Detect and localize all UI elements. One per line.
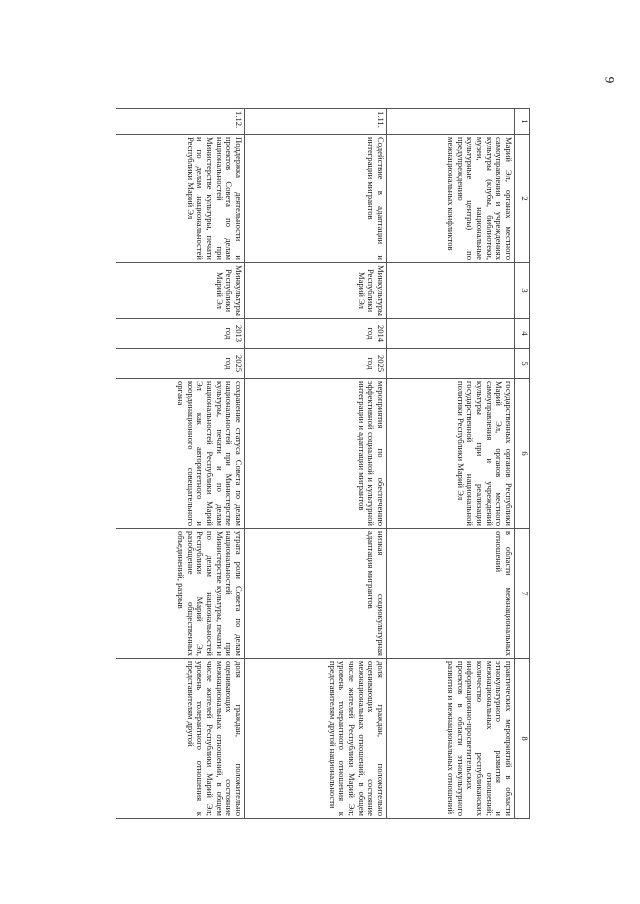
consequences: в области межнациональных отношений xyxy=(387,529,515,659)
executor: Минкультуры Республики Марий Эл xyxy=(245,263,387,319)
measure-name: Поддержка деятельности и проектов Совета по делам национальностей при Министерстве культуры, печати и по делам национальностей Республики Марий Эл xyxy=(117,135,245,263)
col-header: 1 xyxy=(515,109,530,135)
consequences: утрата роли Совета по делам национальностей при Министерстве культуры, печати и по делам национальностей Республики Марий Эл, разобщение общественных объединений, разрыв xyxy=(117,529,245,659)
table-row xyxy=(117,109,245,819)
col-header: 6 xyxy=(515,379,530,529)
row-number xyxy=(387,109,515,135)
expected-result: государственных органов Республики Марий Эл, органов местного самоуправления и учреждений культуры при реализации государственной национальной политики Республики Марий Эл xyxy=(387,379,515,529)
col-header: 3 xyxy=(515,263,530,319)
col-header: 7 xyxy=(515,529,530,659)
executor xyxy=(387,263,515,319)
page-number: 9 xyxy=(601,76,617,84)
col-header: 4 xyxy=(515,319,530,349)
end-year: 2025 год xyxy=(117,349,245,379)
executor: Минкультуры Республики Марий Эл xyxy=(117,263,245,319)
rotated-table-wrapper xyxy=(110,108,530,818)
row-number: 1.11. xyxy=(245,109,387,135)
indicators: доля граждан, положительно оценивающих состояние межнациональных отношений, в общем числе жителей Республики Марий Эл; уровень толерантного отношения к представителям другой xyxy=(117,659,245,819)
measure-name: Содействие в адаптации и интеграции мигрантов xyxy=(245,135,387,263)
table-row xyxy=(387,109,515,819)
header-row xyxy=(515,109,530,819)
program-table xyxy=(117,108,531,819)
indicators: доля граждан, положительно оценивающих состояние межнациональных отношений, в общем числе жителей Республики Марий Эл; уровень толерантного отношения к представителям другой национальности xyxy=(245,659,387,819)
end-year xyxy=(387,349,515,379)
col-header: 8 xyxy=(515,659,530,819)
expected-result: сохранение статуса Совета по делам национальностей при Министерстве культуры, печати и по делам национальностей Республики Марий Эл как авторитетного и координационного совещательного органа xyxy=(117,379,245,529)
start-year: 2013 год xyxy=(117,319,245,349)
measure-name: Марий Эл, органах местного самоуправления и учреждениях культуры (клубы, библиотеки, музеи, национальные культурные центры) по предупреждению межнациональных конфликтов xyxy=(387,135,515,263)
col-header: 5 xyxy=(515,349,530,379)
table-row xyxy=(245,109,387,819)
row-number: 1.12. xyxy=(117,109,245,135)
start-year xyxy=(387,319,515,349)
start-year: 2014 год xyxy=(245,319,387,349)
indicators: практических мероприятий в области этнокультурного развития и межнациональных отношений; количество республиканских информационно-просветительских проектов в области этнокультурного развития и межнациональных отношений xyxy=(387,659,515,819)
consequences: низкая социокультурная адаптация мигрантов xyxy=(245,529,387,659)
expected-result: мероприятия по обеспечению эффективной социальной и культурной интеграции и адаптации мигрантов xyxy=(245,379,387,529)
col-header: 2 xyxy=(515,135,530,263)
end-year: 2025 год xyxy=(245,349,387,379)
